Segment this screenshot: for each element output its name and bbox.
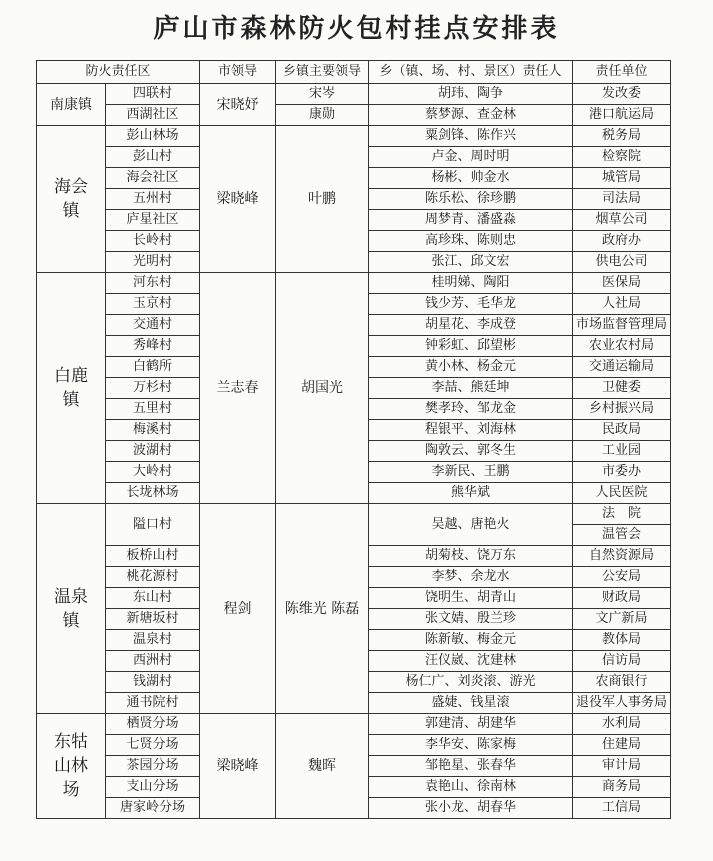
responsible-unit: 卫健委	[573, 378, 671, 399]
responsible-persons: 钱少芳、毛华龙	[369, 294, 573, 315]
table-header-row	[37, 61, 671, 84]
village-name: 交通村	[106, 315, 200, 336]
responsible-persons: 李梦、余龙水	[369, 567, 573, 588]
responsible-persons: 樊孝玲、邹龙金	[369, 399, 573, 420]
village-name: 通书院村	[106, 693, 200, 714]
village-name: 梅溪村	[106, 420, 200, 441]
village-name: 秀峰村	[106, 336, 200, 357]
village-name: 西洲村	[106, 651, 200, 672]
village-name: 七贤分场	[106, 735, 200, 756]
responsible-unit: 人民医院	[573, 483, 671, 504]
header-city-leader: 市领导	[200, 61, 276, 84]
responsible-persons: 高珍珠、陈则忠	[369, 231, 573, 252]
village-name: 西湖社区	[106, 105, 200, 126]
town-leader: 胡国光	[276, 273, 369, 504]
responsible-persons: 张小龙、胡春华	[369, 798, 573, 819]
responsible-persons: 胡星花、李成登	[369, 315, 573, 336]
table-body	[37, 84, 671, 819]
responsible-persons: 李喆、熊廷坤	[369, 378, 573, 399]
responsible-unit: 乡村振兴局	[573, 399, 671, 420]
responsible-unit: 司法局	[573, 189, 671, 210]
header-responsible-unit: 责任单位	[573, 61, 671, 84]
responsible-unit: 检察院	[573, 147, 671, 168]
responsible-persons: 李华安、陈家梅	[369, 735, 573, 756]
village-name: 玉京村	[106, 294, 200, 315]
table-row	[37, 105, 671, 126]
village-name: 彭山村	[106, 147, 200, 168]
responsible-unit: 发改委	[573, 84, 671, 105]
responsible-unit: 信访局	[573, 651, 671, 672]
responsible-unit: 农业农村局	[573, 336, 671, 357]
responsible-persons: 张江、邱文宏	[369, 252, 573, 273]
village-name: 大岭村	[106, 462, 200, 483]
town-leader: 康勋	[276, 105, 369, 126]
responsible-unit: 政府办	[573, 231, 671, 252]
table-row	[37, 273, 671, 294]
page-title: 庐山市森林防火包村挂点安排表	[153, 14, 560, 44]
village-name: 桃花源村	[106, 567, 200, 588]
responsible-unit: 水利局	[573, 714, 671, 735]
responsible-persons: 杨彬、帅金水	[369, 168, 573, 189]
responsible-persons: 周梦青、潘盛淼	[369, 210, 573, 231]
responsible-unit: 交通运输局	[573, 357, 671, 378]
village-name: 温泉村	[106, 630, 200, 651]
responsible-persons: 胡玮、陶争	[369, 84, 573, 105]
responsible-persons: 陈乐松、徐珍鹏	[369, 189, 573, 210]
village-name: 波湖村	[106, 441, 200, 462]
responsible-persons: 蔡梦源、查金林	[369, 105, 573, 126]
header-town-leader: 乡镇主要领导	[276, 61, 369, 84]
responsible-unit: 医保局	[573, 273, 671, 294]
village-name: 新塘坂村	[106, 609, 200, 630]
village-name: 栖贤分场	[106, 714, 200, 735]
responsible-unit: 温管会	[573, 525, 671, 546]
responsible-unit: 教体局	[573, 630, 671, 651]
village-name: 长岭村	[106, 231, 200, 252]
responsible-persons: 陈新敏、梅金元	[369, 630, 573, 651]
village-name: 万杉村	[106, 378, 200, 399]
town-leader: 叶鹏	[276, 126, 369, 273]
city-leader: 宋晓妤	[200, 84, 276, 126]
header-responsible-persons: 乡（镇、场、村、景区）责任人	[369, 61, 573, 84]
assignment-table	[36, 60, 671, 819]
village-name: 光明村	[106, 252, 200, 273]
city-leader: 兰志春	[200, 273, 276, 504]
responsible-persons: 汪仪崴、沈建林	[369, 651, 573, 672]
responsible-unit: 商务局	[573, 777, 671, 798]
town-name: 温泉镇	[37, 504, 106, 714]
responsible-unit: 市委办	[573, 462, 671, 483]
responsible-persons: 胡菊枝、饶万东	[369, 546, 573, 567]
responsible-unit: 法 院	[573, 504, 671, 525]
village-name: 隘口村	[106, 504, 200, 546]
responsible-unit: 人社局	[573, 294, 671, 315]
table-row	[37, 714, 671, 735]
responsible-persons: 熊华斌	[369, 483, 573, 504]
responsible-unit: 税务局	[573, 126, 671, 147]
table-row	[37, 126, 671, 147]
village-name: 白鹤所	[106, 357, 200, 378]
responsible-unit: 工信局	[573, 798, 671, 819]
responsible-persons: 杨仁广、刘炎滚、游光	[369, 672, 573, 693]
responsible-unit: 港口航运局	[573, 105, 671, 126]
town-name: 东牯山林场	[37, 714, 106, 819]
responsible-persons: 邹艳星、张春华	[369, 756, 573, 777]
village-name: 东山村	[106, 588, 200, 609]
village-name: 五里村	[106, 399, 200, 420]
city-leader: 程剑	[200, 504, 276, 714]
responsible-persons: 张文婧、殷兰珍	[369, 609, 573, 630]
responsible-unit: 自然资源局	[573, 546, 671, 567]
responsible-persons: 桂明娣、陶阳	[369, 273, 573, 294]
village-name: 板桥山村	[106, 546, 200, 567]
responsible-unit: 民政局	[573, 420, 671, 441]
village-name: 唐家岭分场	[106, 798, 200, 819]
responsible-persons: 盛婕、钱星滚	[369, 693, 573, 714]
responsible-persons: 郭建清、胡建华	[369, 714, 573, 735]
responsible-unit: 文广新局	[573, 609, 671, 630]
village-name: 长垅林场	[106, 483, 200, 504]
responsible-unit: 财政局	[573, 588, 671, 609]
village-name: 五州村	[106, 189, 200, 210]
village-name: 彭山林场	[106, 126, 200, 147]
village-name: 钱湖村	[106, 672, 200, 693]
header-area: 防火责任区	[37, 61, 200, 84]
responsible-persons: 钟彩虹、邱望彬	[369, 336, 573, 357]
responsible-unit: 退役军人事务局	[573, 693, 671, 714]
responsible-persons: 李新民、王鹏	[369, 462, 573, 483]
town-name: 白鹿镇	[37, 273, 106, 504]
responsible-unit: 住建局	[573, 735, 671, 756]
responsible-persons: 粟剑锋、陈作兴	[369, 126, 573, 147]
town-leader: 陈维光 陈磊	[276, 504, 369, 714]
village-name: 支山分场	[106, 777, 200, 798]
responsible-persons: 陶敦云、郭冬生	[369, 441, 573, 462]
village-name: 河东村	[106, 273, 200, 294]
responsible-unit: 供电公司	[573, 252, 671, 273]
table-row	[37, 504, 671, 525]
responsible-persons: 袁艳山、徐南林	[369, 777, 573, 798]
city-leader: 梁晓峰	[200, 714, 276, 819]
town-name: 南康镇	[37, 84, 106, 126]
town-leader: 宋岑	[276, 84, 369, 105]
responsible-unit: 公安局	[573, 567, 671, 588]
responsible-persons: 卢金、周时明	[369, 147, 573, 168]
responsible-unit: 城管局	[573, 168, 671, 189]
responsible-unit: 市场监督管理局	[573, 315, 671, 336]
town-leader: 魏晖	[276, 714, 369, 819]
responsible-unit: 工业园	[573, 441, 671, 462]
responsible-unit: 农商银行	[573, 672, 671, 693]
village-name: 茶园分场	[106, 756, 200, 777]
responsible-unit: 烟草公司	[573, 210, 671, 231]
responsible-persons: 程银平、刘海林	[369, 420, 573, 441]
village-name: 庐星社区	[106, 210, 200, 231]
responsible-persons: 饶明生、胡青山	[369, 588, 573, 609]
responsible-persons: 吴越、唐艳火	[369, 504, 573, 546]
responsible-unit: 审计局	[573, 756, 671, 777]
responsible-persons: 黄小林、杨金元	[369, 357, 573, 378]
village-name: 四联村	[106, 84, 200, 105]
village-name: 海会社区	[106, 168, 200, 189]
town-name: 海会镇	[37, 126, 106, 273]
table-row	[37, 84, 671, 105]
city-leader: 梁晓峰	[200, 126, 276, 273]
